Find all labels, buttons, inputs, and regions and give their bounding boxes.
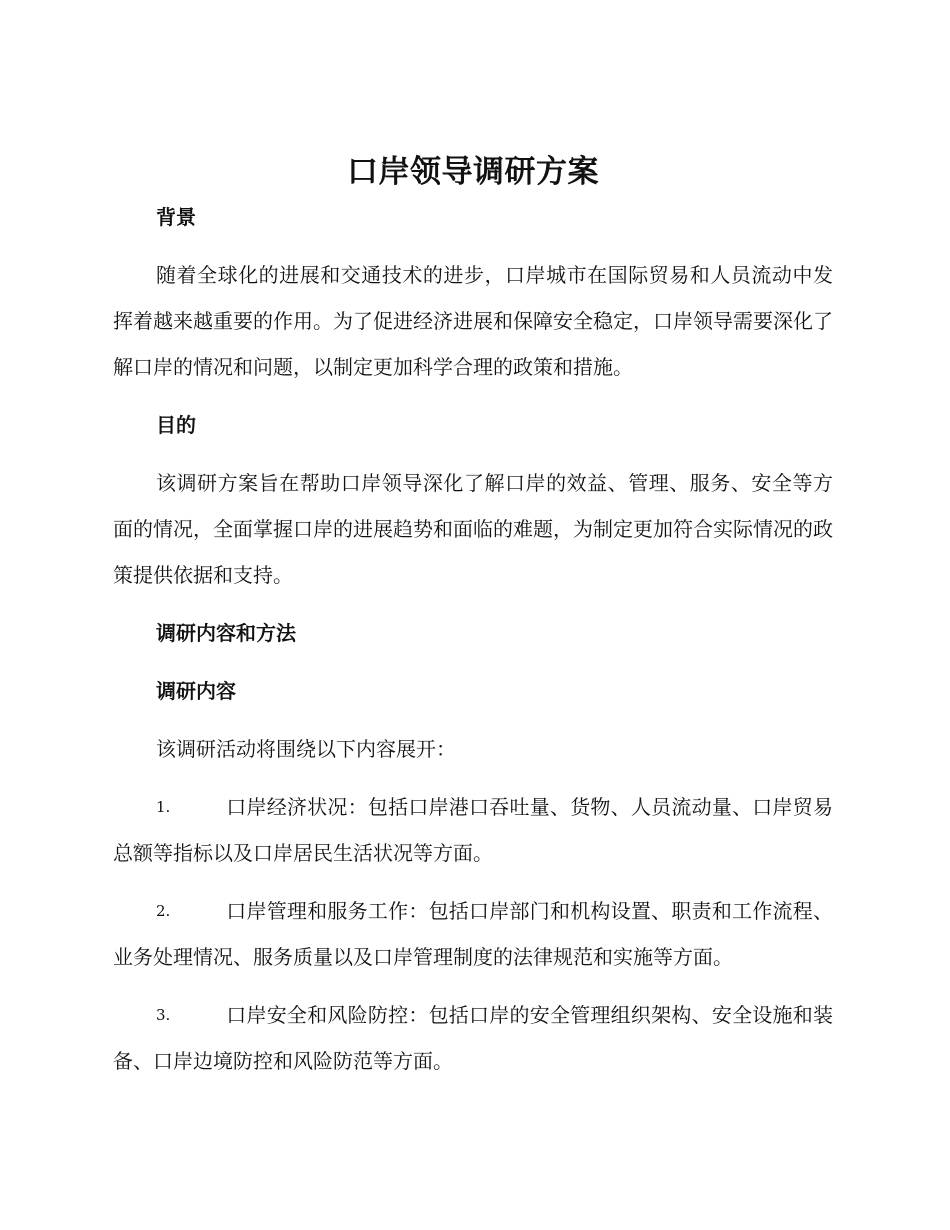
document-page — [113, 150, 833, 1084]
list-item-text: 口岸管理和服务工作：包括口岸部门和机构设置、职责和工作流程、业务处理情况、服务质量以及口岸管理制度的法律规范和实施等方面。 — [113, 899, 833, 969]
document-title: 口岸领导调研方案 — [347, 154, 599, 190]
list-item-number: 2. — [156, 902, 171, 920]
list-item-number: 3. — [156, 1006, 171, 1024]
section-heading-background: 背景 — [156, 205, 196, 229]
section-heading-purpose: 目的 — [156, 413, 196, 437]
paragraph-content-intro: 该调研活动将围绕以下内容展开： — [156, 737, 456, 761]
list-item — [113, 992, 833, 1084]
section-heading-content: 调研内容 — [156, 679, 236, 703]
section-heading-content-and-method: 调研内容和方法 — [156, 621, 296, 645]
paragraph-purpose: 该调研方案旨在帮助口岸领导深化了解口岸的效益、管理、服务、安全等方面的情况，全面掌握口岸的进展趋势和面临的难题，为制定更加符合实际情况的政策提供依据和支持。 — [113, 471, 833, 587]
list-item — [113, 888, 833, 980]
list-item-text: 口岸经济状况：包括口岸港口吞吐量、货物、人员流动量、口岸贸易总额等指标以及口岸居民生活状况等方面。 — [113, 795, 833, 865]
list-item-number: 1. — [156, 798, 171, 816]
paragraph-background: 随着全球化的进展和交通技术的进步，口岸城市在国际贸易和人员流动中发挥着越来越重要的作用。为了促进经济进展和保障安全稳定，口岸领导需要深化了解口岸的情况和问题，以制定更加科学合理的政策和措施。 — [113, 263, 833, 379]
list-item-text: 口岸安全和风险防控：包括口岸的安全管理组织架构、安全设施和装备、口岸边境防控和风险防范等方面。 — [113, 1003, 833, 1073]
list-item — [113, 784, 833, 876]
